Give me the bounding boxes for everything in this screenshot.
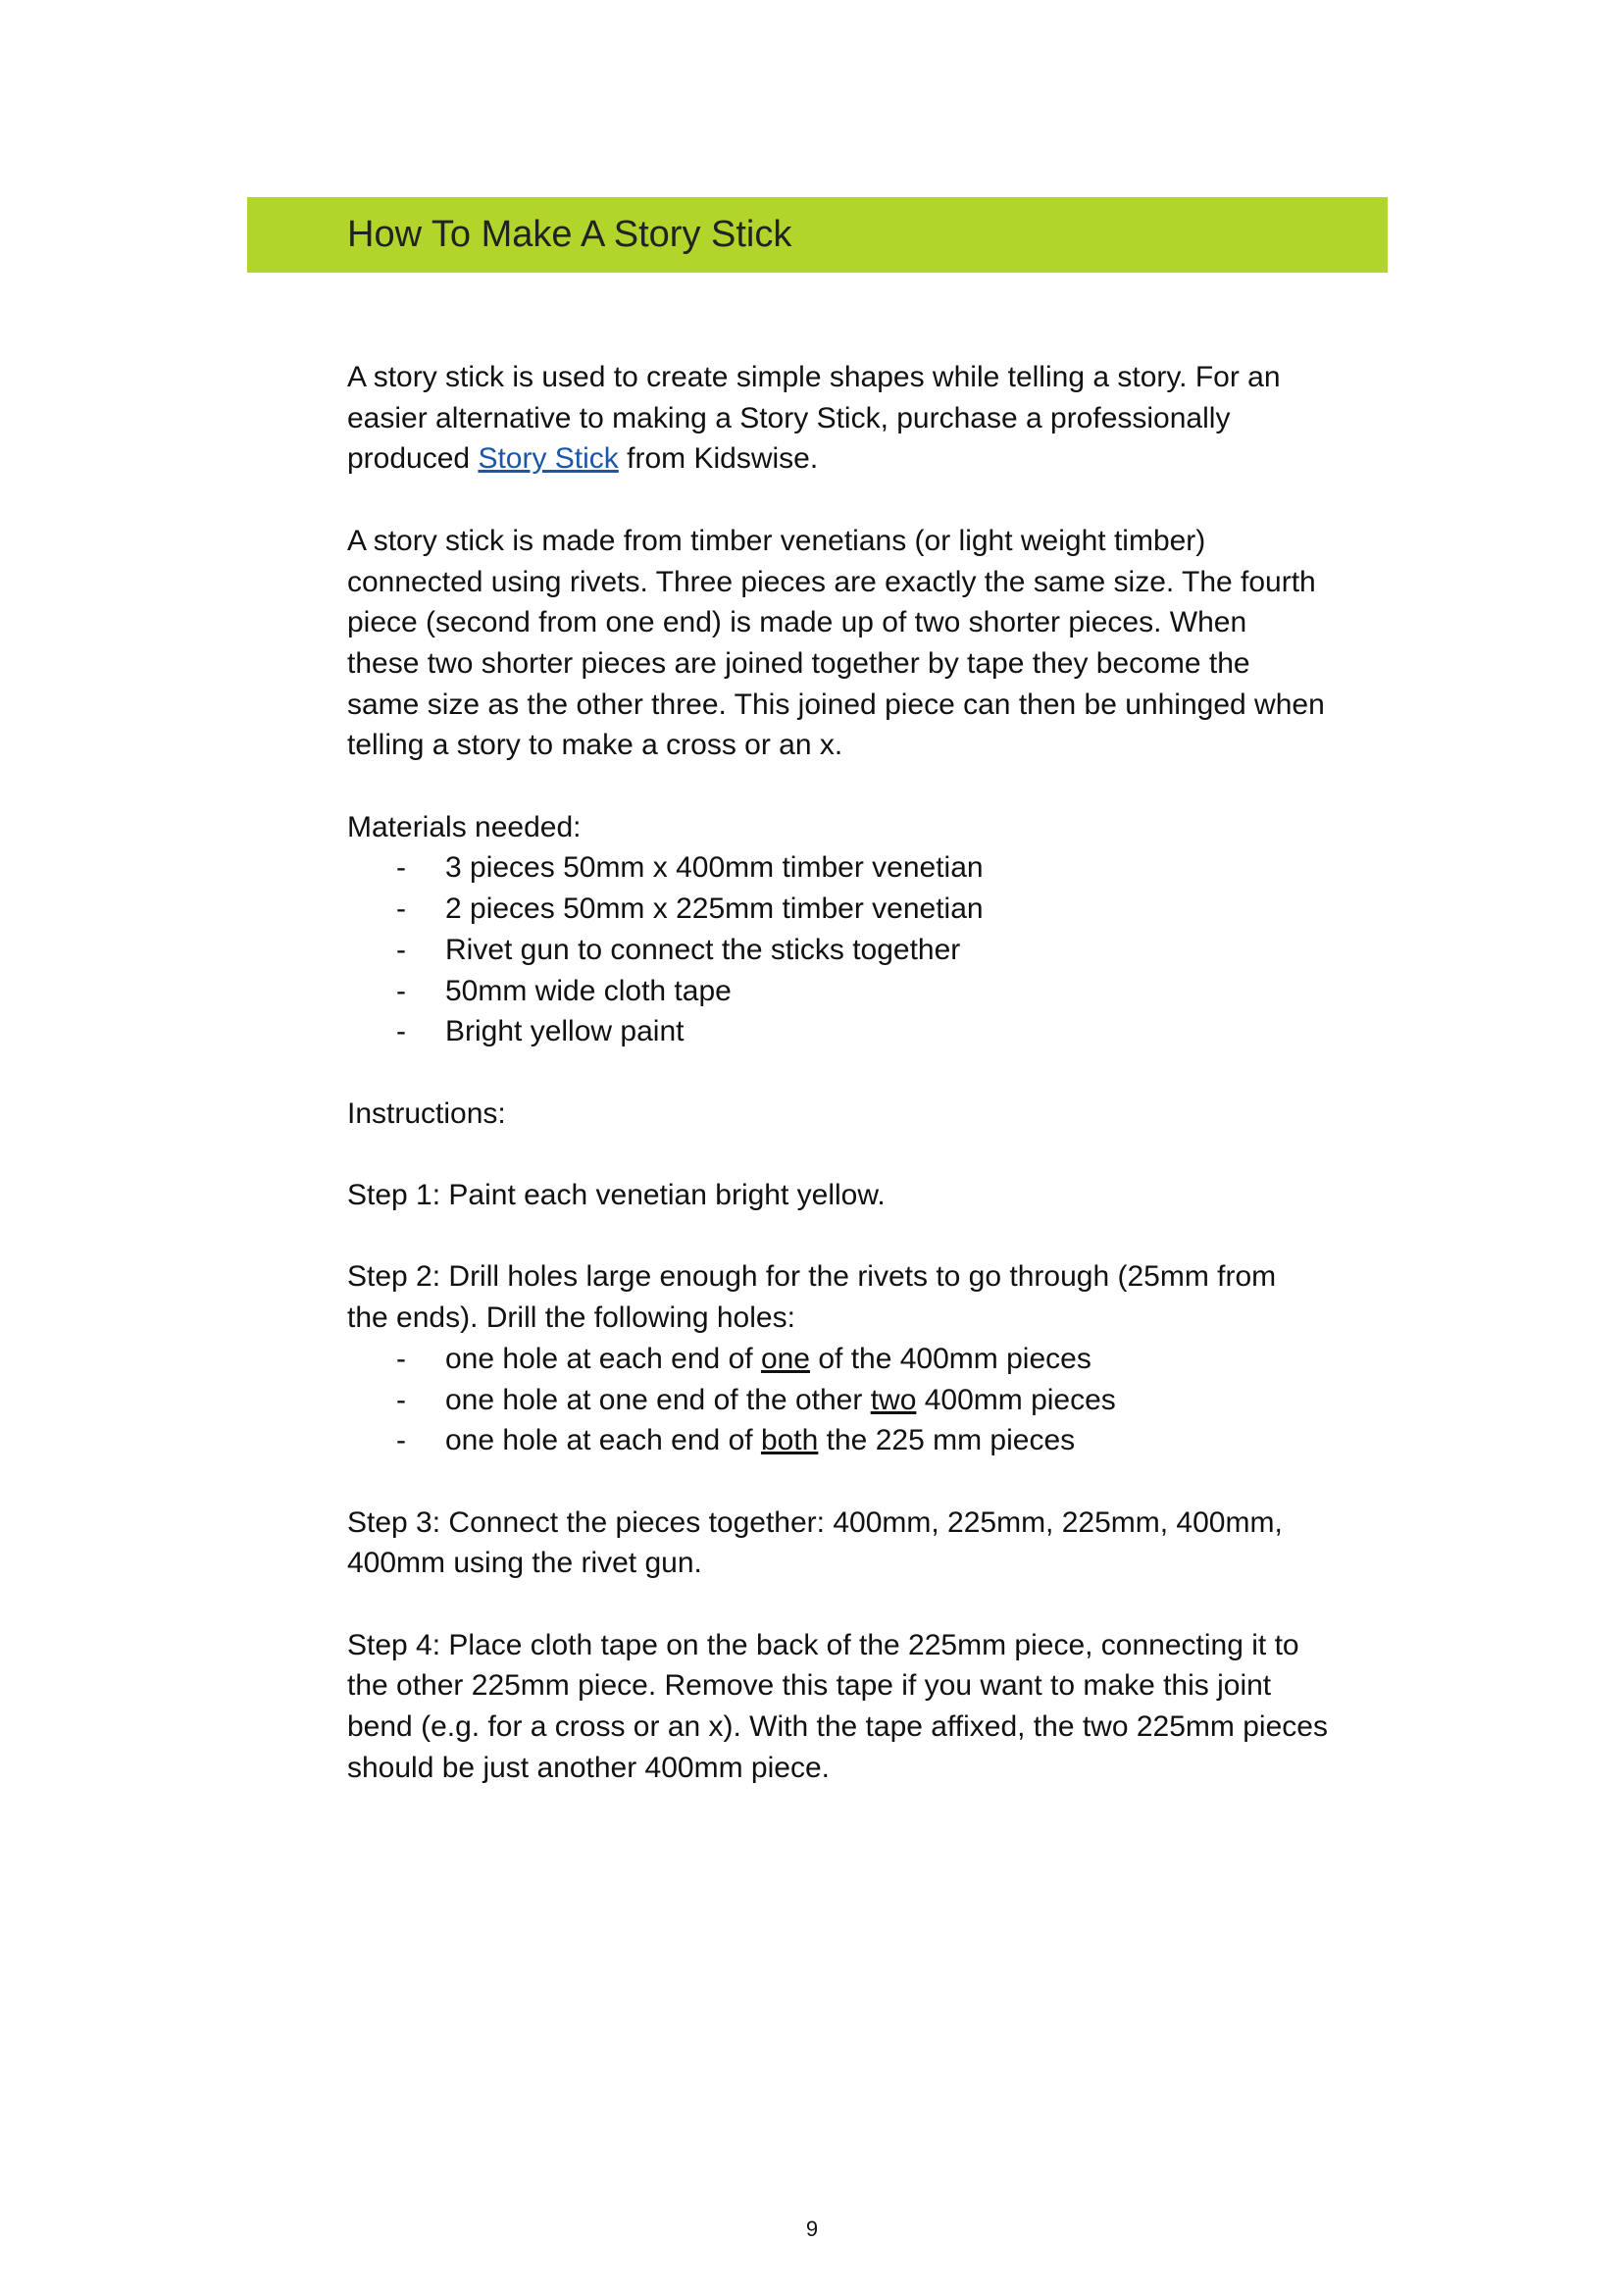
materials-heading: Materials needed: [347,810,582,843]
list-item [347,1339,1396,1380]
step-1: Step 1: Paint each venetian bright yellow. [347,1179,886,1211]
list-item [347,930,1396,971]
intro-paragraph [347,357,1396,480]
step-line: bend (e.g. for a cross or an x). With the tape affixed, the two 225mm pieces [347,1710,1328,1744]
description-line: these two shorter pieces are joined together by tape they become the [347,646,1250,680]
material-item: Bright yellow paint [445,1015,685,1048]
paragraph-spacer [347,1134,1396,1175]
description-paragraph [347,521,1396,766]
section-title-bar [247,197,1388,273]
step-line: Step 3: Connect the pieces together: 400mm, 225mm, 225mm, 400mm, [347,1505,1283,1539]
material-item: Rivet gun to connect the sticks together [445,933,961,966]
list-item-text: of the 400mm pieces [810,1342,1091,1375]
paragraph-spacer [347,1052,1396,1094]
list-item [347,847,1396,889]
intro-line [347,438,1396,480]
list-item-text: one hole at each end of [445,1342,761,1375]
dash-bullet: - [396,1342,406,1375]
list-item [347,1380,1396,1421]
step-2 [347,1256,1396,1461]
list-item-text: 400mm pieces [916,1383,1116,1416]
paragraph-spacer [347,1216,1396,1257]
dash-bullet: - [396,892,406,926]
step-line: 400mm using the rivet gun. [347,1547,702,1580]
list-item [347,971,1396,1012]
list-item [347,1420,1396,1461]
list-item-text: the 225 mm pieces [818,1424,1076,1457]
materials-list [347,847,1396,1052]
list-item-text: one hole at one end of the other [445,1383,871,1416]
description-line: A story stick is made from timber venetians (or light weight timber) [347,524,1206,557]
dash-bullet: - [396,1424,406,1457]
intro-text: produced [347,442,479,476]
step-line: the other 225mm piece. Remove this tape if you want to make this joint [347,1669,1272,1703]
paragraph-spacer [347,1584,1396,1625]
step-4 [347,1625,1396,1789]
material-item: 2 pieces 50mm x 225mm timber venetian [445,892,984,926]
dash-bullet: - [396,1015,406,1048]
description-line: same size as the other three. This joined piece can then be unhinged when [347,688,1325,721]
underlined-word: one [760,1342,810,1375]
intro-line: easier alternative to making a Story Stick, purchase a professionally [347,401,1231,434]
document-body [347,357,1396,1789]
paragraph-spacer [347,480,1396,521]
step-line: Step 4: Place cloth tape on the back of the 225mm piece, connecting it to [347,1628,1299,1661]
intro-text: from Kidswise. [618,442,819,476]
material-item: 3 pieces 50mm x 400mm timber venetian [445,851,984,885]
underlined-word: two [870,1383,917,1416]
drill-holes-list [347,1339,1396,1461]
list-item-text: one hole at each end of [445,1424,761,1457]
step-3 [347,1503,1396,1584]
description-line: connected using rivets. Three pieces are exactly the same size. The fourth [347,565,1316,598]
page-number: 9 [805,2217,819,2241]
page-title: How To Make A Story Stick [347,214,792,255]
description-line: piece (second from one end) is made up of two shorter pieces. When [347,606,1247,639]
list-item [347,1011,1396,1052]
step-line: should be just another 400mm piece. [347,1751,830,1784]
intro-line: A story stick is used to create simple shapes while telling a story. For an [347,361,1281,393]
list-item [347,889,1396,930]
materials-section [347,807,1396,1052]
dash-bullet: - [396,974,406,1007]
instructions-heading: Instructions: [347,1096,506,1130]
step-line: Step 2: Drill holes large enough for the rivets to go through (25mm from [347,1260,1277,1294]
underlined-word: both [760,1424,819,1457]
paragraph-spacer [347,766,1396,807]
story-stick-link[interactable]: Story Stick [478,442,619,476]
description-line: telling a story to make a cross or an x. [347,729,843,762]
dash-bullet: - [396,933,406,966]
step-line: the ends). Drill the following holes: [347,1301,795,1335]
dash-bullet: - [396,1383,406,1416]
dash-bullet: - [396,851,406,885]
material-item: 50mm wide cloth tape [445,974,732,1007]
paragraph-spacer [347,1461,1396,1503]
